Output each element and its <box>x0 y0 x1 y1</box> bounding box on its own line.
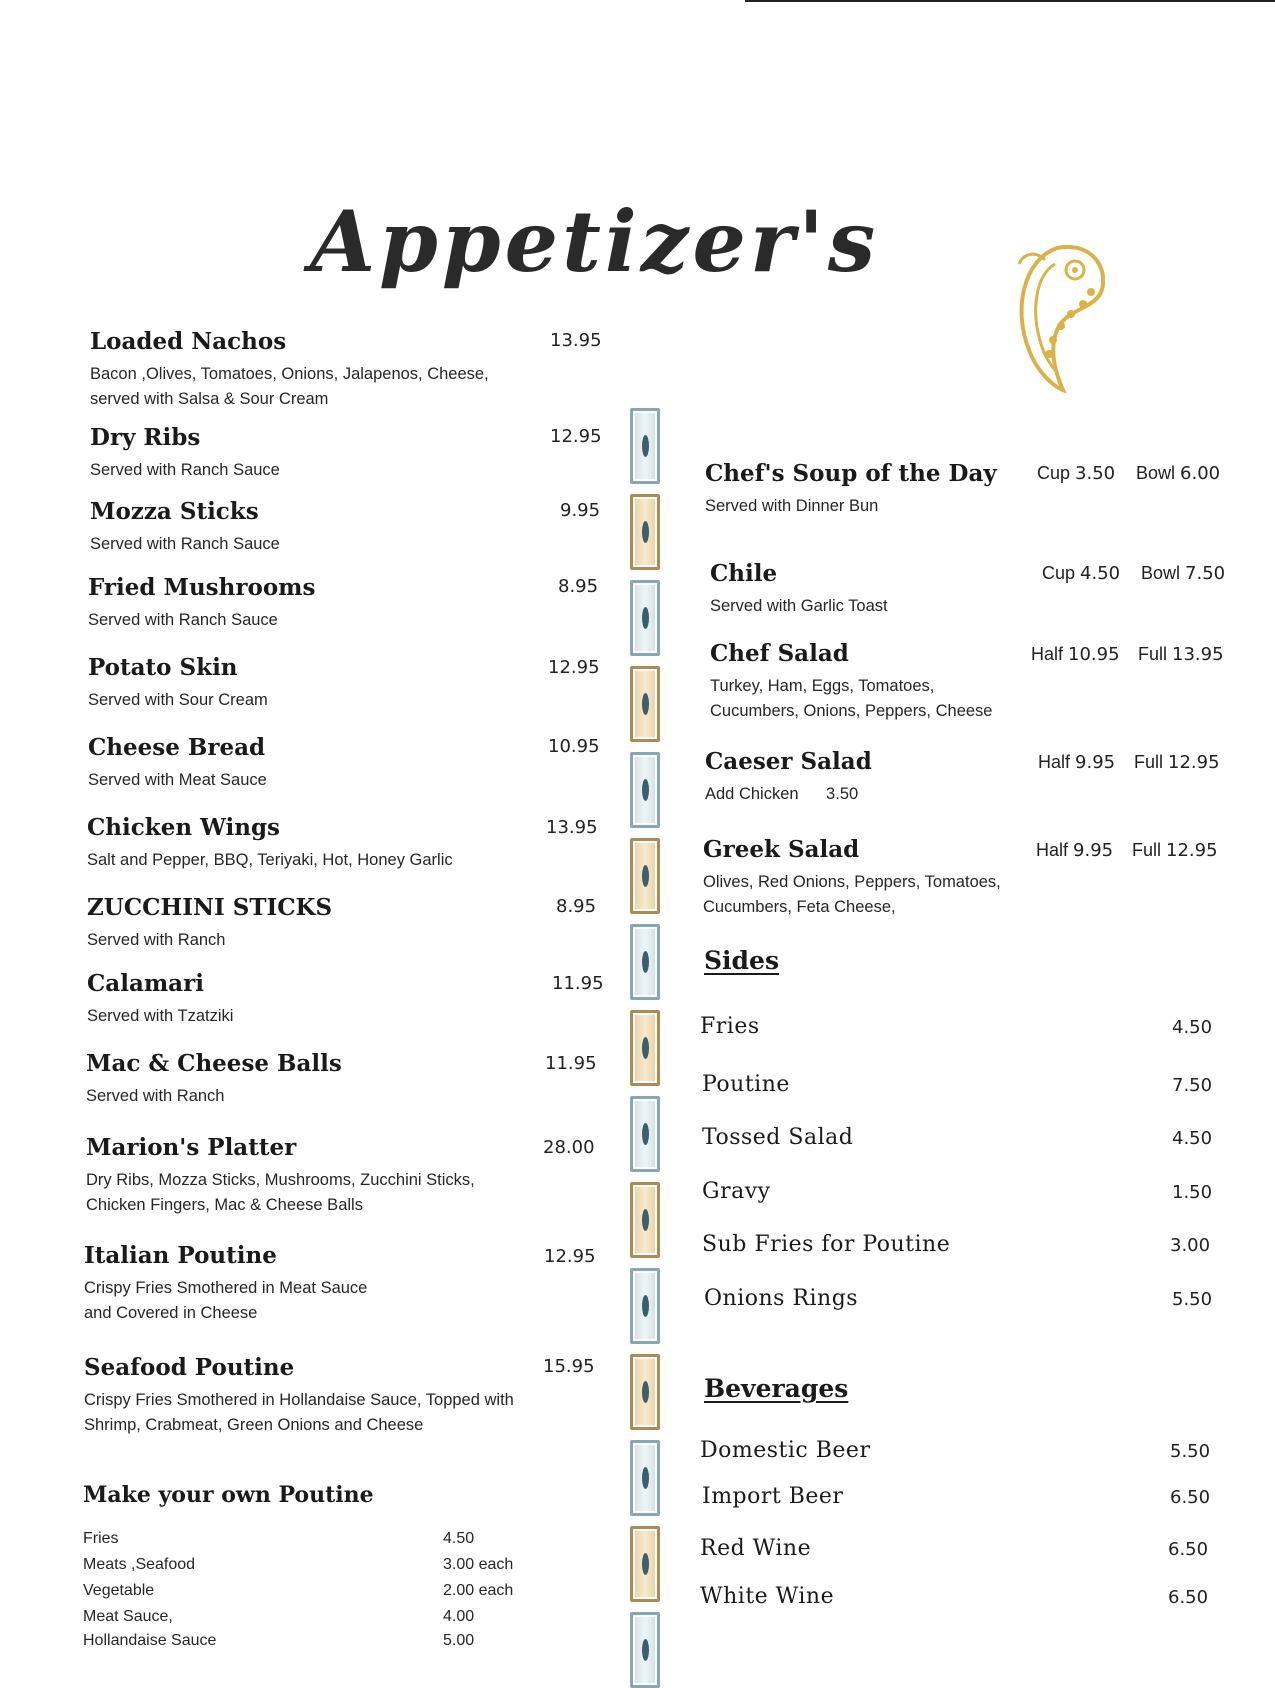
price-option-2: Full 12.95 <box>1132 840 1218 861</box>
item-description: Served with Meat Sauce <box>88 771 267 789</box>
item-name: Cheese Bread <box>88 734 266 761</box>
menu-item <box>705 750 872 807</box>
item-name: Marion's Platter <box>86 1134 297 1161</box>
decorative-tile-column <box>630 408 664 1650</box>
beverage-price: 6.50 <box>1170 1487 1211 1508</box>
price-option-2: Full 12.95 <box>1134 752 1220 773</box>
menu-item <box>90 500 280 557</box>
menu-item <box>87 816 453 873</box>
item-description: Crispy Fries Smothered in Meat Sauce and Covered in Cheese <box>84 1279 368 1322</box>
item-description: Served with Tzatziki <box>87 1007 234 1025</box>
beverage-name: White Wine <box>700 1584 835 1609</box>
side-item-price: 3.00 <box>1170 1235 1211 1256</box>
beverages-heading: Beverages <box>704 1374 849 1403</box>
item-name: Mac & Cheese Balls <box>86 1050 342 1077</box>
item-description: Served with Ranch <box>86 1087 225 1105</box>
menu-item <box>88 576 315 633</box>
item-description: Turkey, Ham, Eggs, Tomatoes, Cucumbers, Onions, Peppers, Cheese <box>710 677 993 720</box>
menu-item <box>87 972 233 1029</box>
item-name: Mozza Sticks <box>90 498 259 525</box>
item-price: 10.95 <box>548 736 600 757</box>
menu-item <box>87 896 332 953</box>
menu-item <box>86 1136 475 1218</box>
price-option-1: Cup 3.50 <box>1037 463 1116 484</box>
item-price: 28.00 <box>543 1137 595 1158</box>
item-price: 8.95 <box>558 576 599 597</box>
beverage-name: Red Wine <box>700 1536 812 1561</box>
item-name: Calamari <box>87 970 204 997</box>
item-price: 13.95 <box>550 330 602 351</box>
menu-item <box>84 1356 514 1438</box>
item-name: Chile <box>710 560 778 587</box>
page-title: Appetizer's <box>310 192 880 291</box>
price-option-2: Bowl 7.50 <box>1141 563 1226 584</box>
price-option-1: Half 9.95 <box>1036 840 1114 861</box>
item-description: Served with Ranch Sauce <box>90 461 280 479</box>
menu-item <box>705 462 997 519</box>
menu-item <box>88 736 267 793</box>
decorative-tile <box>630 1010 660 1086</box>
item-name: Caeser Salad <box>705 748 872 775</box>
decorative-tile <box>630 838 660 914</box>
side-item-name: Poutine <box>702 1072 790 1097</box>
side-item-name: Tossed Salad <box>702 1125 854 1150</box>
item-description: Served with Dinner Bun <box>705 497 879 515</box>
menu-item <box>88 656 268 713</box>
side-item-price: 5.50 <box>1172 1289 1213 1310</box>
decorative-tile <box>630 1612 660 1688</box>
decorative-tile <box>630 666 660 742</box>
decorative-tile <box>630 494 660 570</box>
decorative-tile <box>630 1096 660 1172</box>
item-description: Add Chicken 3.50 <box>705 785 859 803</box>
item-name: Chicken Wings <box>87 814 280 841</box>
item-name: Potato Skin <box>88 654 238 681</box>
side-item-price: 1.50 <box>1172 1182 1213 1203</box>
item-name: Greek Salad <box>703 836 860 863</box>
decorative-tile <box>630 408 660 484</box>
item-price: 9.95 <box>560 500 601 521</box>
price-option-1: Half 9.95 <box>1038 752 1116 773</box>
decorative-tile <box>630 1354 660 1430</box>
menu-item <box>90 426 280 483</box>
item-price: 12.95 <box>550 426 602 447</box>
item-price: 13.95 <box>546 817 598 838</box>
item-price: 12.95 <box>544 1246 596 1267</box>
side-item-price: 7.50 <box>1172 1075 1213 1096</box>
price-option-1: Cup 4.50 <box>1042 563 1121 584</box>
item-description: Served with Sour Cream <box>88 691 268 709</box>
paisley-ornament-icon <box>1005 240 1115 395</box>
side-item-name: Fries <box>700 1014 760 1039</box>
item-description: Served with Ranch Sauce <box>90 535 280 553</box>
side-item-name: Gravy <box>702 1179 771 1204</box>
item-description: Crispy Fries Smothered in Hollandaise Sauce, Topped with Shrimp, Crabmeat, Green Onions and Cheese <box>84 1391 514 1434</box>
item-description: Bacon ,Olives, Tomatoes, Onions, Jalapenos, Cheese, served with Salsa & Sour Cream <box>90 365 489 408</box>
item-description: Served with Ranch Sauce <box>88 611 278 629</box>
item-name: Loaded Nachos <box>90 328 287 355</box>
beverage-name: Import Beer <box>702 1484 844 1509</box>
price-option-2: Bowl 6.00 <box>1136 463 1221 484</box>
menu-item <box>703 838 1001 920</box>
item-name: Chef's Soup of the Day <box>705 460 997 487</box>
beverage-name: Domestic Beer <box>700 1438 871 1463</box>
item-description: Served with Ranch <box>87 931 226 949</box>
item-price: 15.95 <box>543 1356 595 1377</box>
decorative-tile <box>630 1182 660 1258</box>
side-item-price: 4.50 <box>1172 1128 1213 1149</box>
item-description: Dry Ribs, Mozza Sticks, Mushrooms, Zucchini Sticks, Chicken Fingers, Mac & Cheese Balls <box>86 1171 475 1214</box>
item-name: Italian Poutine <box>84 1242 277 1269</box>
make-your-own-heading: Make your own Poutine <box>83 1482 374 1508</box>
item-name: Seafood Poutine <box>84 1354 295 1381</box>
decorative-tile <box>630 924 660 1000</box>
beverage-price: 5.50 <box>1170 1441 1211 1462</box>
side-item-name: Sub Fries for Poutine <box>702 1232 951 1257</box>
decorative-tile <box>630 1268 660 1344</box>
item-price: 8.95 <box>556 896 597 917</box>
price-option-1: Half 10.95 <box>1031 644 1120 665</box>
item-price: 12.95 <box>548 657 600 678</box>
item-price: 11.95 <box>545 1053 597 1074</box>
beverage-price: 6.50 <box>1168 1539 1209 1560</box>
decorative-tile <box>630 1440 660 1516</box>
menu-item <box>86 1052 342 1109</box>
item-description: Served with Garlic Toast <box>710 597 888 615</box>
item-name: Dry Ribs <box>90 424 201 451</box>
item-name: ZUCCHINI STICKS <box>87 894 333 921</box>
side-item-price: 4.50 <box>1172 1017 1213 1038</box>
item-description: Olives, Red Onions, Peppers, Tomatoes, Cucumbers, Feta Cheese, <box>703 873 1001 916</box>
item-description: Salt and Pepper, BBQ, Teriyaki, Hot, Honey Garlic <box>87 851 453 869</box>
item-price: 11.95 <box>552 973 604 994</box>
sides-heading: Sides <box>704 946 780 975</box>
decorative-tile <box>630 580 660 656</box>
item-name: Chef Salad <box>710 640 849 667</box>
item-name: Fried Mushrooms <box>88 574 316 601</box>
menu-item <box>84 1244 367 1326</box>
decorative-tile <box>630 1526 660 1602</box>
menu-item <box>90 330 489 412</box>
price-option-2: Full 13.95 <box>1138 644 1224 665</box>
beverage-price: 6.50 <box>1168 1587 1209 1608</box>
menu-item <box>710 642 992 724</box>
decorative-tile <box>630 752 660 828</box>
top-edge-rule <box>745 0 1275 2</box>
side-item-name: Onions Rings <box>704 1286 859 1311</box>
menu-item <box>710 562 888 619</box>
